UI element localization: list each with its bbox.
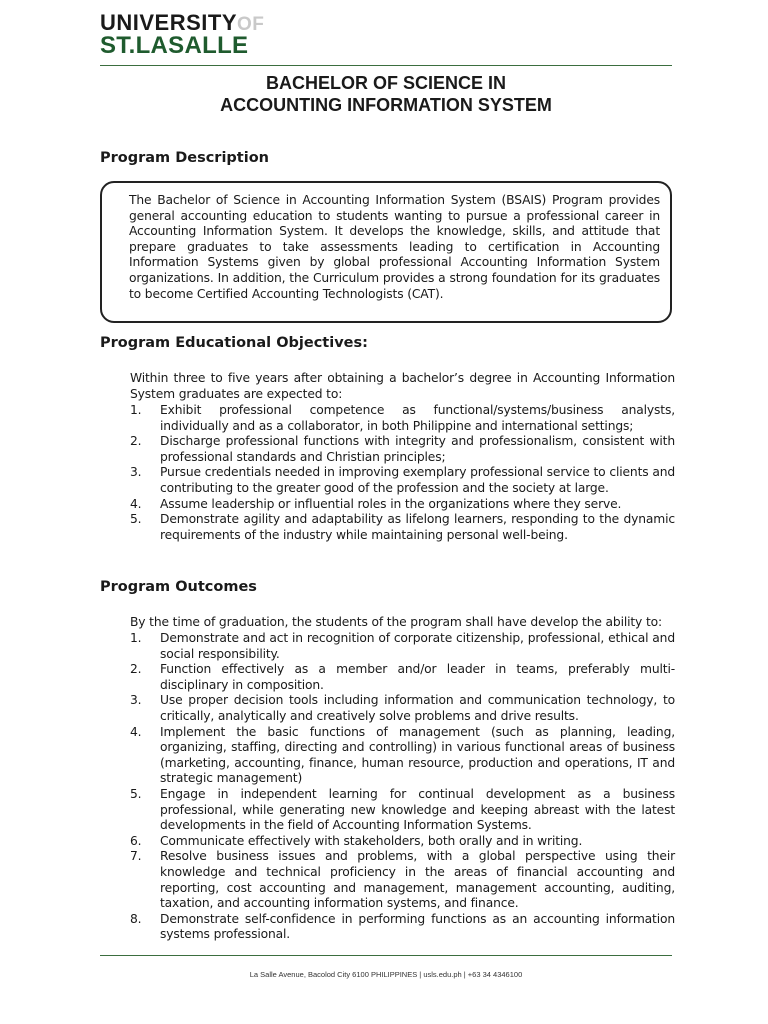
outcome-item-text: Demonstrate and act in recognition of corporate citizenship, professional, ethical and social responsibility. bbox=[160, 631, 675, 661]
outcome-item-number: 6. bbox=[130, 833, 142, 848]
objective-item-text: Exhibit professional competence as functional/systems/business analysts, individually and as a collaborator, in both Philippine and international settings; bbox=[160, 403, 675, 433]
objectives-list bbox=[130, 403, 675, 543]
outcomes-intro: By the time of graduation, the students of the program shall have develop the ability to: bbox=[130, 615, 662, 629]
objective-item-text: Discharge professional functions with integrity and professionalism, consistent with professional standards and Christian principles; bbox=[160, 434, 675, 464]
footer-divider bbox=[100, 955, 672, 956]
outcome-item-number: 5. bbox=[130, 786, 142, 801]
description-text: The Bachelor of Science in Accounting Information System (BSAIS) Program provides general accounting education to students wanting to pursue a professional career in Accounting Information System. It develops the knowledge, skills, and attitude that prepare graduates to take assessments leading to certification in Accounting Information Systems given by global professional Accounting Information System organizations. In addition, the Curriculum provides a strong foundation for its graduates to become Certified Accounting Technologists (CAT). bbox=[129, 193, 660, 301]
outcome-item bbox=[130, 725, 675, 787]
outcome-item-number: 4. bbox=[130, 724, 142, 739]
outcome-item bbox=[130, 662, 675, 693]
outcome-item-number: 3. bbox=[130, 693, 142, 708]
description-heading: Program Description bbox=[100, 150, 269, 166]
outcome-item bbox=[130, 912, 675, 943]
title-line2: ACCOUNTING INFORMATION SYSTEM bbox=[220, 95, 552, 115]
objective-item-number: 3. bbox=[130, 465, 142, 480]
objective-item-number: 2. bbox=[130, 434, 142, 449]
outcome-item bbox=[130, 787, 675, 834]
logo-line2: ST.LASALLE bbox=[100, 32, 249, 59]
title-line1: BACHELOR OF SCIENCE IN bbox=[265, 73, 506, 93]
page-title bbox=[100, 72, 672, 116]
outcome-item-text: Function effectively as a member and/or leader in teams, preferably multi-disciplinary in composition. bbox=[160, 662, 675, 692]
outcome-item-text: Implement the basic functions of management (such as planning, leading, organizing, staffing, directing and controlling) in various functional areas of business (marketing, accounting, finance, human resource, production and operations, IT and strategic management) bbox=[160, 724, 675, 786]
outcome-item-number: 2. bbox=[130, 662, 142, 677]
objective-item-number: 1. bbox=[130, 403, 142, 417]
objective-item-text: Assume leadership or influential roles in the organizations where they serve. bbox=[160, 496, 622, 511]
objectives-heading: Program Educational Objectives: bbox=[100, 335, 368, 351]
outcome-item-number: 7. bbox=[130, 849, 142, 864]
outcomes-heading: Program Outcomes bbox=[100, 579, 257, 595]
outcome-item-text: Communicate effectively with stakeholders, both orally and in writing. bbox=[160, 833, 583, 848]
header-divider bbox=[100, 65, 672, 66]
outcome-item-number: 8. bbox=[130, 911, 142, 926]
objective-item bbox=[130, 434, 675, 465]
outcomes-list bbox=[130, 631, 675, 943]
objective-item bbox=[130, 512, 675, 543]
outcome-item bbox=[130, 693, 675, 724]
outcome-item-number: 1. bbox=[130, 631, 142, 645]
outcome-item bbox=[130, 849, 675, 911]
objective-item-number: 5. bbox=[130, 512, 142, 527]
outcome-item-text: Engage in independent learning for continual development as a business professional, while generating new knowledge and keeping abreast with the latest developments in the field of Accounting Information Systems. bbox=[160, 786, 675, 833]
objective-item bbox=[130, 497, 675, 513]
outcome-item-text: Resolve business issues and problems, with a global perspective using their knowledge and technical proficiency in the areas of financial accounting and reporting, cost accounting and management, management accounting, auditing, taxation, and accounting information systems, and finance. bbox=[160, 849, 675, 911]
outcome-item-text: Demonstrate self-confidence in performing functions as an accounting information systems professional. bbox=[160, 911, 675, 942]
objective-item-text: Pursue credentials needed in improving exemplary professional service to clients and contributing to the greater good of the profession and the society at large. bbox=[160, 465, 675, 495]
objective-item-text: Demonstrate agility and adaptability as lifelong learners, responding to the dynamic requirements of the industry while maintaining personal well-being. bbox=[160, 512, 675, 542]
footer-contact: La Salle Avenue, Bacolod City 6100 PHILIPPINES | usls.edu.ph | +63 34 4346100 bbox=[249, 970, 523, 979]
logo-line1: UNIVERSITY bbox=[100, 10, 238, 35]
outcome-item bbox=[130, 631, 675, 662]
outcome-item bbox=[130, 834, 675, 850]
objective-item-number: 4. bbox=[130, 496, 142, 511]
objectives-intro: Within three to five years after obtaining a bachelor’s degree in Accounting Information System graduates are expected to: bbox=[130, 371, 675, 401]
university-logo bbox=[100, 12, 264, 58]
objective-item bbox=[130, 403, 675, 434]
outcome-item-text: Use proper decision tools including information and communication technology, to critically, analytically and creatively solve problems and drive results. bbox=[160, 693, 675, 723]
objective-item bbox=[130, 465, 675, 496]
logo-of: OF bbox=[237, 14, 265, 35]
